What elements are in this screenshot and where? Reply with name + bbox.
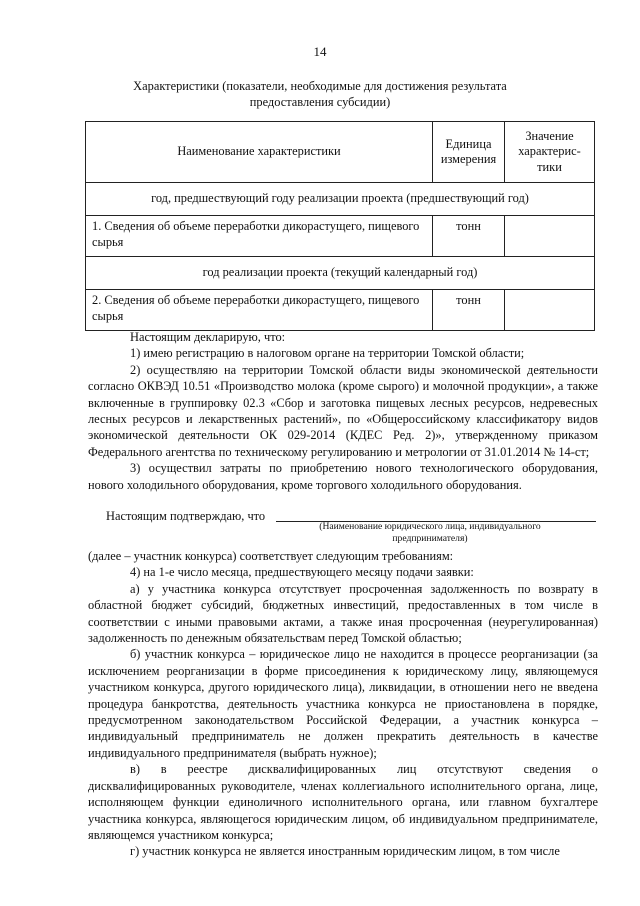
- table-section-row: [86, 183, 595, 216]
- declaration-item-2: 2) осуществляю на территории Томской области виды экономической деятельности согласно ОКВЭД 10.51 «Производство молока (кроме сырого) и молочной продукции», а также включенные в группировку 02.3 «Сбор и заготовка пищевых лесных ресурсов, недревесных лесных ресурсов и лекарственных растений», по «Общероссийскому классификатору видов экономической деятельности ОК 029-2014 (КДЕС Ред. 2)», утвержденному приказом Федерального агентства по техническому регулированию и метрологии от 31.01.2014 № 14-ст;: [88, 362, 598, 459]
- row1-unit: тонн: [433, 216, 505, 257]
- table-section-row: [86, 257, 595, 290]
- row2-value[interactable]: [505, 290, 595, 331]
- row1-value[interactable]: [505, 216, 595, 257]
- row2-name: 2. Сведения об объеме переработки дикорастущего, пищевого сырья: [86, 290, 433, 331]
- section-previous-year: год, предшествующий году реализации проекта (предшествующий год): [86, 183, 595, 216]
- page-number: 14: [313, 44, 327, 59]
- requirement-g: г) участник конкурса не является иностранным юридическим лицом, в том числе: [130, 844, 560, 859]
- declaration-item-3: 3) осуществил затраты по приобретению нового технологического оборудования, нового холодильного оборудования, кроме торгового холодильного оборудования.: [88, 461, 598, 492]
- title-line-1: Характеристики (показатели, необходимые для достижения результата: [133, 79, 507, 93]
- declaration-intro: Настоящим декларирую, что:: [130, 330, 286, 344]
- requirement-a: а) у участника конкурса отсутствует просроченная задолженность по возврату в областной бюджет субсидий, бюджетных инвестиций, предоставленных в том числе в соответствии с иными правовыми актами, а также иная просроченная (неурегулированная) задолженность по денежным обязательствам перед Томской областью;: [88, 581, 598, 646]
- header-unit: Единица измерения: [433, 122, 505, 183]
- requirement-4: 4) на 1-е число месяца, предшествующего месяцу подачи заявки:: [130, 565, 474, 580]
- title-line-2: предоставления субсидии): [249, 95, 391, 109]
- table-row: [86, 216, 595, 257]
- requirements-block: [88, 548, 598, 860]
- declaration-item-1: 1) имею регистрацию в налоговом органе на территории Томской области;: [130, 346, 525, 361]
- row1-name: 1. Сведения об объеме переработки дикорастущего, пищевого сырья: [86, 216, 433, 257]
- document-title: [80, 78, 560, 110]
- header-value: Значение характерис-тики: [505, 122, 595, 183]
- header-name: Наименование характеристики: [86, 122, 433, 183]
- entity-name-caption: (Наименование юридического лица, индивидуального предпринимателя): [319, 521, 541, 544]
- row2-unit: тонн: [433, 290, 505, 331]
- table-row: [86, 290, 595, 331]
- table-header-row: [86, 122, 595, 183]
- section-current-year: год реализации проекта (текущий календарный год): [86, 257, 595, 290]
- confirmation-lead: Настоящим подтверждаю, что: [106, 509, 266, 523]
- characteristics-table: [85, 121, 595, 331]
- confirmation-continuation: (далее – участник конкурса) соответствует следующим требованиям:: [88, 549, 454, 563]
- requirement-v: в) в реестре дисквалифицированных лиц отсутствуют сведения о дисквалифицированных руководителе, членах коллегиального исполнительного органа, лице, исполняющем функции единоличного исполнительного органа, или главном бухгалтере участника конкурса, являющегося юридическим лицом, об индивидуальном предпринимателе, являющемся участником конкурса;: [88, 762, 598, 842]
- declaration-block: [88, 329, 598, 493]
- requirement-b: б) участник конкурса – юридическое лицо не находится в процессе реорганизации (за исключением реорганизации в форме присоединения к юридическому лицу, являющемуся участником конкурса, другого юридического лица), ликвидации, в отношении него не введена процедура банкротства, деятельность участника конкурса не приостановлена в порядке, предусмотренном законодательством Российской Федерации, а участник конкурса – индивидуальный предприниматель не должен прекратить деятельность в качестве индивидуального предпринимателя (выбрать нужное);: [88, 647, 598, 760]
